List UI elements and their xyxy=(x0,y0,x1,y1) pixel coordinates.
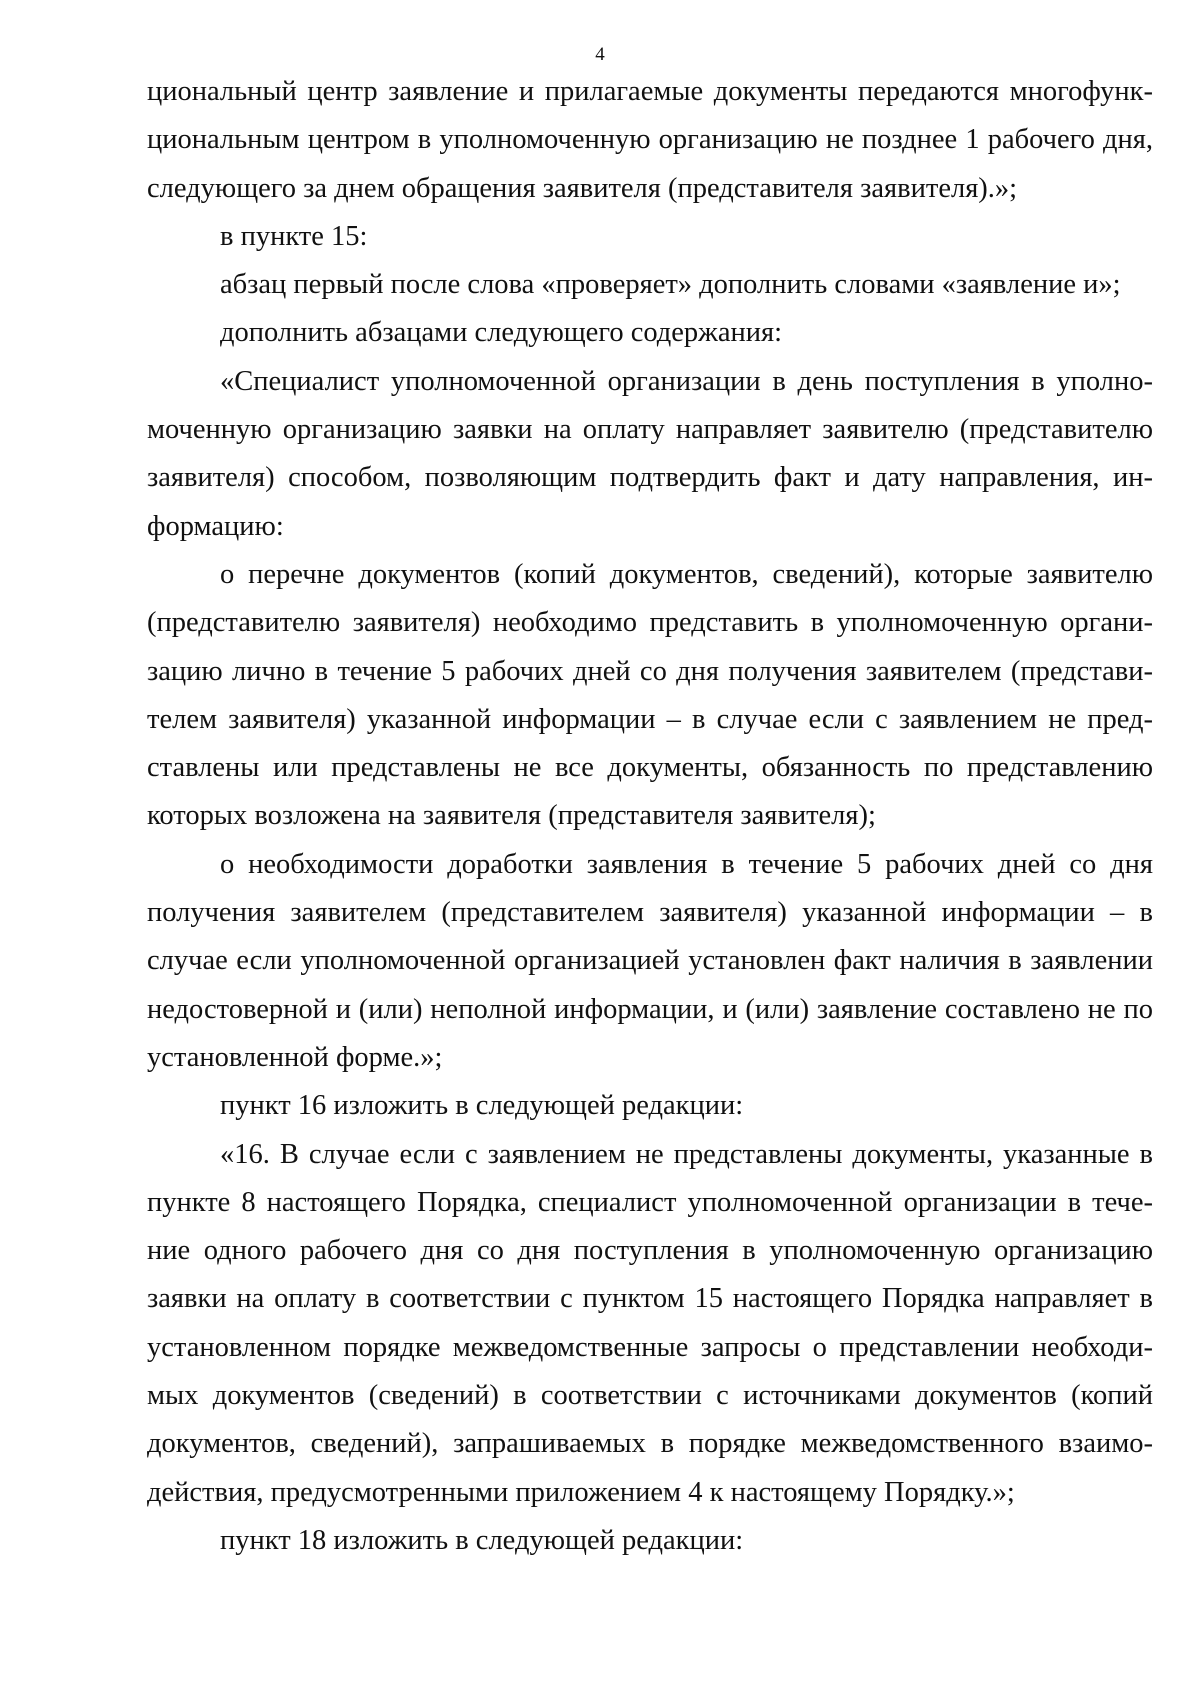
paragraph-point-18-heading: пункт 18 изложить в следующей редакции: xyxy=(220,1524,744,1556)
page-number: 4 xyxy=(595,44,605,65)
paragraph-documents-list: о перечне документов (копий документов, сведений), которые заявителю (представителю заявителя) необходимо представить в уполномоченную организацию лично в течение 5 рабочих дней со дня получения заявителем (представителем заявителя) указанной информации – в случае если с заявлением не представлены или представлены не все документы, обязанность по представлению которых возложена на заявителя (представителя заявителя); xyxy=(147,558,1153,832)
paragraph-add-abzacs: дополнить абзацами следующего содержания: xyxy=(220,317,783,349)
document-body xyxy=(147,68,1153,1565)
paragraph-first-abzac-amendment: абзац первый после слова «проверяет» дополнить словами «заявление и»; xyxy=(220,269,1121,301)
paragraph-revision-needed: о необходимости доработки заявления в течение 5 рабочих дней со дня получения заявителем (представителем заявителя) указанной информации – в случае если уполномоченной организацией установлен факт наличия в заявлении недостоверной и (или) неполной информации, и (или) заявление составлено не по установленной форме.»; xyxy=(147,848,1153,1073)
paragraph-specialist-notice: «Специалист уполномоченной организации в день поступления в уполномоченную организацию заявки на оплату направляет заявителю (представителю заявителя) способом, позволяющим подтвердить факт и дату направления, информацию: xyxy=(147,365,1153,542)
paragraph-continuation: циональный центр заявление и прилагаемые документы передаются многофункциональным центром в уполномоченную организацию не позднее 1 рабочего дня, следующего за днем обращения заявителя (представителя заявителя).»; xyxy=(147,76,1153,204)
paragraph-point-16-text: «16. В случае если с заявлением не представлены документы, указанные в пункте 8 настоящего Порядка, специалист уполномоченной организации в течение одного рабочего дня со дня поступления в уполномоченную организацию заявки на оплату в соответствии с пунктом 15 настоящего Порядка направляет в установленном порядке межведомственные запросы о представлении необходимых документов (сведений) в соответствии с источниками документов (копий документов, сведений), запрашиваемых в порядке межведомственного взаимодействия, предусмотренными приложением 4 к настоящему Порядку.»; xyxy=(147,1138,1153,1508)
paragraph-point-16-heading: пункт 16 изложить в следующей редакции: xyxy=(220,1090,744,1122)
paragraph-point-15-heading: в пункте 15: xyxy=(220,220,368,252)
